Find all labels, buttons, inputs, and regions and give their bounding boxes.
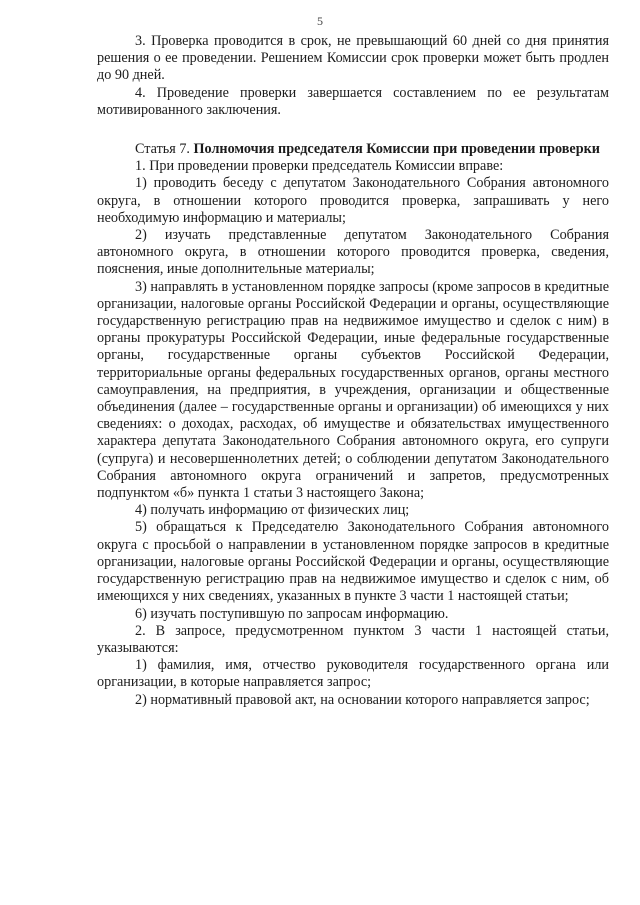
paragraph: 3) направлять в установленном порядке запросы (кроме запросов в кредитные организации, налоговые органы Российской Федерации и органы, осуществляющие государственную регистрацию прав на недвижимое имущество и сделок с ним) в органы прокуратуры Российской Федерации, иные федеральные государственные органы, государственные органы субъектов Российской Федерации, территориальные органы федеральных государственных органов, органы местного самоуправления, на предприятия, в учреждения, организации и общественные объединения (далее – государственные органы и организации) об имеющихся у них сведениях: о доходах, расходах, об имуществе и обязательствах имущественного характера депутата Законодательного Собрания автономного округа, его супруги (супруга) и несовершеннолетних детей; о соблюдении депутатом Законодательного Собрания автономного округа ограничений и запретов, предусмотренных подпунктом «б» пункта 1 статьи 3 настоящего Закона;	[97, 278, 609, 502]
paragraph: 1) проводить беседу с депутатом Законодательного Собрания автономного округа, в отношении которого проводится проверка, запрашивать у него необходимую информацию и материалы;	[97, 175, 609, 226]
paragraph: 3. Проверка проводится в срок, не превышающий 60 дней со дня принятия решения о ее проведении. Решением Комиссии срок проверки может быть продлен до 90 дней.	[97, 33, 609, 84]
article-label: Статья 7.	[135, 141, 190, 158]
article-title: Полномочия председателя Комиссии при проведении проверки	[193, 141, 600, 158]
paragraph: 4. Проведение проверки завершается составлением по ее результатам мотивированного заключения.	[97, 84, 609, 118]
paragraph: 4) получать информацию от физических лиц;	[135, 502, 410, 519]
paragraph: 2) изучать представленные депутатом Законодательного Собрания автономного округа, в отношении которого проводится проверка, сведения, пояснения, иные дополнительные материалы;	[97, 227, 609, 278]
document-body	[97, 33, 609, 709]
paragraph: 5) обращаться к Председателю Законодательного Собрания автономного округа с просьбой о направлении в установленном порядке запросов в кредитные организации, налоговые органы Российской Федерации и органы, осуществляющие государственную регистрацию прав на недвижимое имущество и сделок с ним, об имеющихся у них сведениях, указанных в пункте 3 части 1 настоящей статьи;	[97, 519, 609, 605]
page-number: 5	[317, 14, 323, 28]
paragraph: 6) изучать поступившую по запросам информацию.	[135, 605, 449, 622]
paragraph: 2. В запросе, предусмотренном пунктом 3 части 1 настоящей статьи, указываются:	[97, 622, 609, 656]
paragraph: 1) фамилия, имя, отчество руководителя государственного органа или организации, в которые направляется запрос;	[97, 657, 609, 691]
article-heading	[97, 141, 609, 158]
paragraph: 2) нормативный правовой акт, на основании которого направляется запрос;	[135, 691, 590, 708]
paragraph: 1. При проведении проверки председатель Комиссии вправе:	[135, 158, 504, 175]
